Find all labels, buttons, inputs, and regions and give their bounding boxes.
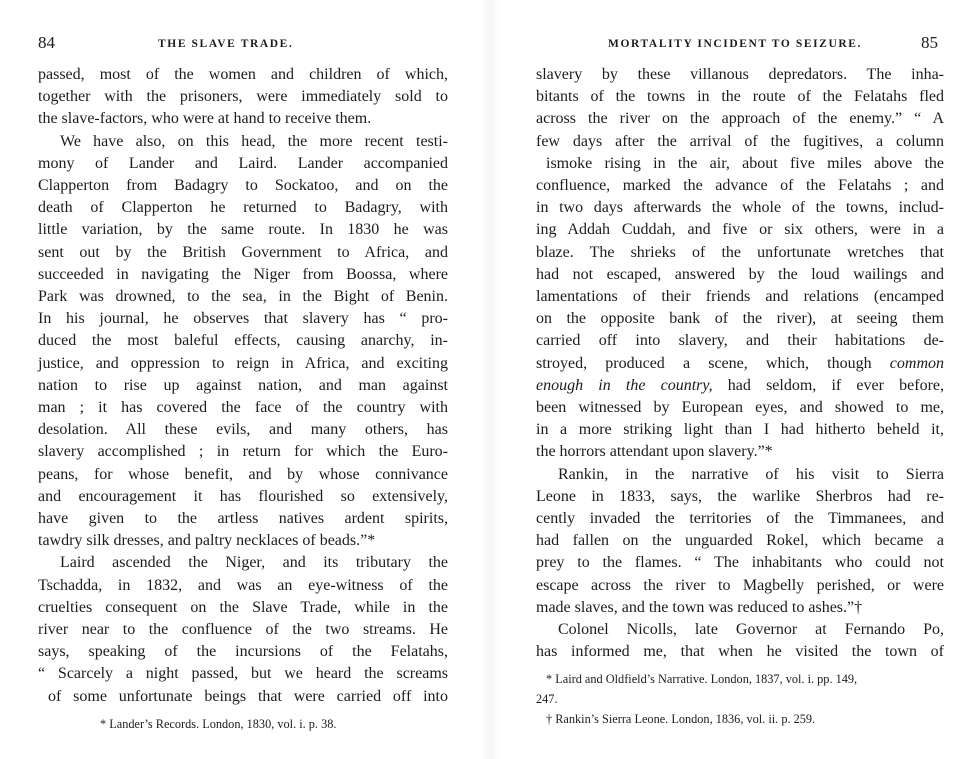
- text-segment: had seldom, if ever before,: [712, 376, 944, 394]
- text-line: bitants of the towns in the route of the Felatahs fled: [536, 88, 944, 106]
- text-line: Clapperton from Badagry to Sockatoo, and on the: [38, 177, 448, 195]
- text-line: slavery by these villanous depredators. The inha-: [536, 66, 944, 83]
- text-line: had not escaped, answered by the loud wailings and: [536, 265, 944, 283]
- text-line: sent out by the British Government to Africa, and: [38, 243, 448, 261]
- text-line: on the opposite bank of the river), at seeing them: [536, 310, 944, 328]
- text-line: mony of Lander and Laird. Lander accompanied: [38, 154, 448, 172]
- text-line: escape across the river to Magbelly perished, or were: [536, 576, 944, 594]
- text-line: little variation, by the same route. In 1830 he was: [38, 221, 448, 239]
- text-line: been witnessed by European eyes, and showed to me,: [536, 399, 944, 417]
- text-line: Rankin, in the narrative of his visit to Sierra: [558, 465, 944, 483]
- text-line: prey to the flames. “ The inhabitants who could not: [536, 554, 944, 572]
- text-line: “ Scarcely a night passed, but we heard the screams: [38, 665, 448, 683]
- text-line: passed, most of the women and children of which,: [38, 66, 448, 83]
- text-line: have given to the artless natives ardent spirits,: [38, 510, 448, 528]
- text-line: in two days afterwards the whole of the towns, includ-: [536, 199, 944, 217]
- right-body-text: [536, 64, 944, 663]
- book-gutter: [480, 0, 500, 759]
- text-line: Park was drowned, to the sea, in the Bight of Benin.: [38, 288, 448, 306]
- text-line: peans, for whose benefit, and by whose connivance: [38, 465, 448, 483]
- text-line: Tschadda, in 1832, and was an eye-witness of the: [38, 576, 448, 594]
- text-line: blaze. The shrieks of the unfortunate wretches that: [536, 243, 944, 261]
- left-page: [38, 0, 448, 734]
- text-line: In his journal, he observes that slavery has “ pro-: [38, 310, 448, 328]
- text-line: lamentations of their friends and relations (encamped: [536, 288, 944, 306]
- text-line: Leone in 1833, says, the warlike Sherbros had re-: [536, 487, 944, 505]
- italic-text: enough in the country,: [536, 376, 713, 394]
- text-line: across the river on the approach of the enemy.” “ A: [536, 110, 944, 128]
- text-line: justice, and oppression to reign in Africa, and exciting: [38, 354, 448, 372]
- text-line: carried off into slavery, and their habitations de-: [536, 332, 944, 350]
- left-running-head: [38, 32, 448, 56]
- footnote: † Rankin’s Sierra Leone. London, 1836, vol. ii. p. 259.: [546, 712, 816, 727]
- text-line: has informed me, that when he visited the town of: [536, 643, 944, 661]
- text-line: cently invaded the territories of the Timmanees, and: [536, 510, 944, 528]
- left-running-title: THE SLAVE TRADE.: [158, 38, 294, 50]
- text-line: together with the prisoners, were immediately sold to: [38, 88, 448, 106]
- footnote-continuation: 247.: [536, 692, 558, 707]
- text-line: river near to the confluence of the two streams. He: [38, 621, 448, 639]
- text-line: confluence, marked the advance of the Felatahs ; and: [536, 177, 944, 195]
- footnote: * Lander’s Records. London, 1830, vol. i. p. 38.: [100, 716, 337, 731]
- left-page-number: 84: [38, 33, 55, 52]
- text-line: ismoke rising in the air, about five miles above the: [546, 154, 944, 172]
- text-line: nation to rise up against nation, and man against: [38, 376, 448, 394]
- text-line: cruelties consequent on the Slave Trade, while in the: [38, 598, 448, 616]
- text-line: Laird ascended the Niger, and its tributary the: [60, 554, 448, 572]
- right-running-title: MORTALITY INCIDENT TO SEIZURE.: [608, 38, 863, 50]
- text-segment: stroyed, produced a scene, which, though: [536, 354, 872, 372]
- text-line: the horrors attendant upon slavery.”*: [536, 443, 773, 461]
- right-footnotes: [536, 669, 944, 729]
- text-line: had fallen on the unguarded Rokel, which became a: [536, 532, 944, 550]
- text-line: says, speaking of the incursions of the Felatahs,: [38, 643, 448, 661]
- text-line: succeeded in navigating the Niger from Boossa, where: [38, 265, 448, 283]
- text-line: the slave-factors, who were at hand to receive them.: [38, 110, 372, 128]
- right-page-number: 85: [921, 33, 938, 52]
- text-line-with-italic: [536, 375, 944, 397]
- italic-text: common: [889, 354, 945, 372]
- text-line: We have also, on this head, the more recent testi-: [60, 132, 448, 150]
- text-line: duced the most baleful effects, causing anarchy, in-: [38, 332, 448, 350]
- text-line: Colonel Nicolls, late Governor at Fernando Po,: [558, 621, 944, 639]
- text-line: and encouragement it has flourished so extensively,: [38, 487, 448, 505]
- footnote: * Laird and Oldfield’s Narrative. London, 1837, vol. i. pp. 149,: [546, 672, 858, 687]
- text-line: death of Clapperton he returned to Badagry, with: [38, 199, 448, 217]
- right-page: [536, 0, 944, 729]
- left-body-text: [38, 64, 448, 708]
- text-line: tawdry silk dresses, and paltry necklaces of beads.”*: [38, 532, 376, 550]
- text-line: desolation. All these evils, and many others, has: [38, 421, 448, 439]
- text-line: made slaves, and the town was reduced to ashes.”†: [536, 598, 863, 616]
- text-line: few days after the arrival of the fugitives, a column: [536, 132, 944, 150]
- text-line: in a more striking light than I had hitherto beheld it,: [536, 421, 944, 439]
- text-line-with-italic: [536, 353, 944, 375]
- text-line: slavery accomplished ; in return for which the Euro-: [38, 443, 448, 461]
- left-footnotes: [38, 714, 448, 734]
- text-line: of some unfortunate beings that were carried off into: [48, 687, 448, 705]
- right-running-head: [536, 32, 944, 56]
- text-line: man ; it has covered the face of the country with: [38, 399, 448, 417]
- text-line: ing Addah Cuddah, and five or six others, were in a: [536, 221, 944, 239]
